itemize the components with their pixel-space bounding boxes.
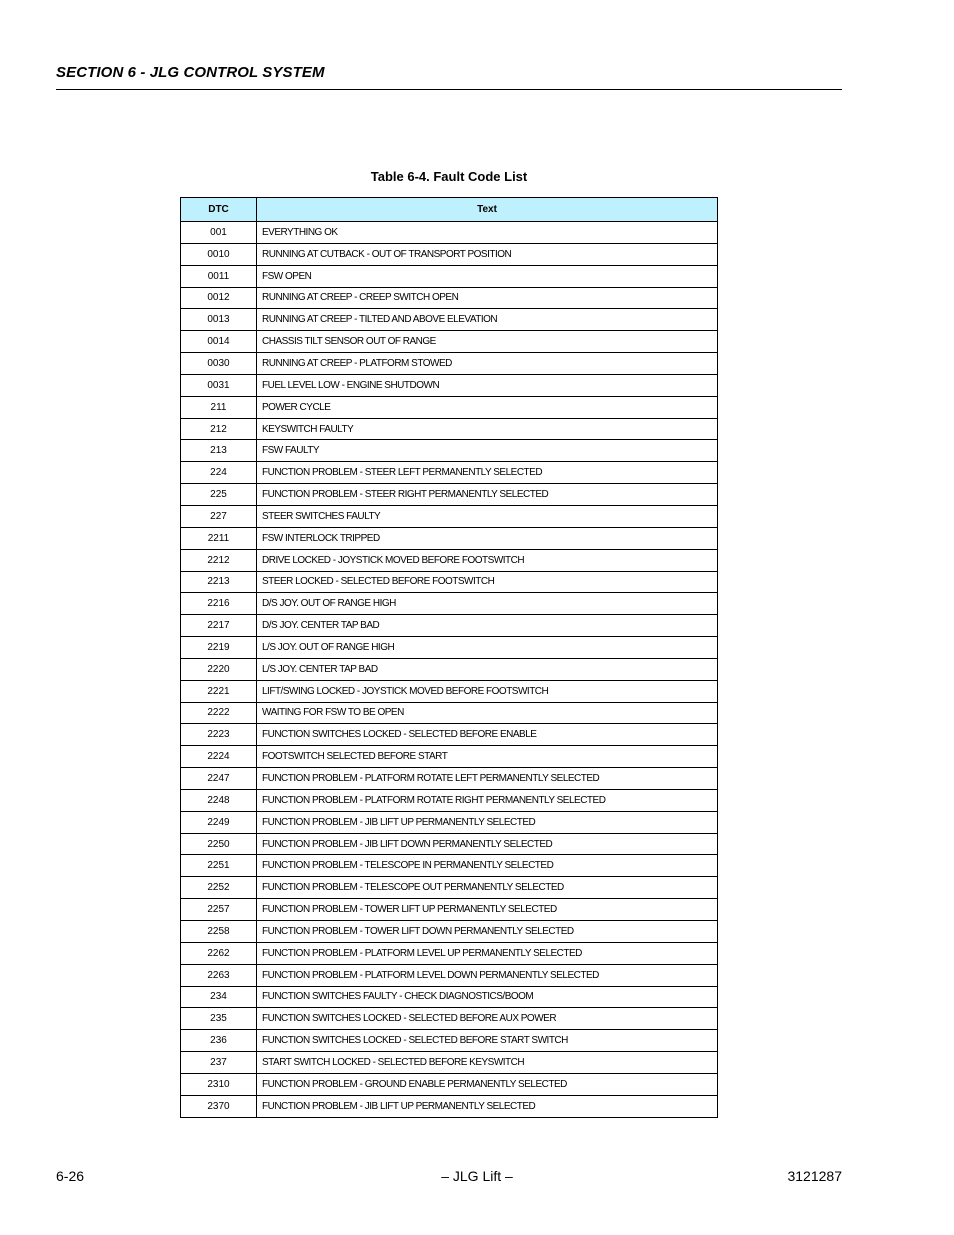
dtc-cell: 0012 [181,287,257,309]
table-row [181,789,718,811]
dtc-cell: 213 [181,440,257,462]
dtc-cell: 2223 [181,724,257,746]
table-row [181,331,718,353]
dtc-cell: 0010 [181,243,257,265]
fault-text-cell: WAITING FOR FSW TO BE OPEN [257,702,718,724]
fault-text-cell: FUNCTION SWITCHES LOCKED - SELECTED BEFORE ENABLE [257,724,718,746]
dtc-cell: 2216 [181,593,257,615]
table-row [181,986,718,1008]
fault-text-cell: FUEL LEVEL LOW - ENGINE SHUTDOWN [257,374,718,396]
fault-text-cell: FUNCTION PROBLEM - JIB LIFT DOWN PERMANENTLY SELECTED [257,833,718,855]
dtc-cell: 2250 [181,833,257,855]
dtc-cell: 236 [181,1030,257,1052]
table-row [181,877,718,899]
fault-text-cell: START SWITCH LOCKED - SELECTED BEFORE KEYSWITCH [257,1052,718,1074]
section-title: SECTION 6 - JLG CONTROL SYSTEM [56,64,325,81]
table-row [181,921,718,943]
table-row [181,593,718,615]
dtc-cell: 2258 [181,921,257,943]
fault-text-cell: FUNCTION PROBLEM - JIB LIFT UP PERMANENTLY SELECTED [257,811,718,833]
dtc-cell: 2217 [181,615,257,637]
section-header [56,64,842,90]
table-row [181,374,718,396]
fault-text-cell: L/S JOY. CENTER TAP BAD [257,658,718,680]
table-row [181,855,718,877]
fault-text-cell: L/S JOY. OUT OF RANGE HIGH [257,637,718,659]
dtc-cell: 2224 [181,746,257,768]
fault-text-cell: FUNCTION SWITCHES LOCKED - SELECTED BEFORE START SWITCH [257,1030,718,1052]
dtc-cell: 2248 [181,789,257,811]
dtc-cell: 2222 [181,702,257,724]
dtc-cell: 237 [181,1052,257,1074]
table-row [181,571,718,593]
dtc-cell: 2251 [181,855,257,877]
fault-text-cell: D/S JOY. OUT OF RANGE HIGH [257,593,718,615]
dtc-cell: 0013 [181,309,257,331]
fault-text-cell: RUNNING AT CREEP - PLATFORM STOWED [257,353,718,375]
table-row [181,768,718,790]
table-row [181,418,718,440]
table-row [181,680,718,702]
table-row [181,724,718,746]
dtc-cell: 212 [181,418,257,440]
fault-text-cell: FUNCTION PROBLEM - PLATFORM ROTATE LEFT PERMANENTLY SELECTED [257,768,718,790]
table-row [181,1095,718,1117]
table-row [181,462,718,484]
table-row [181,243,718,265]
table-row [181,549,718,571]
dtc-cell: 2310 [181,1073,257,1095]
fault-text-cell: FSW FAULTY [257,440,718,462]
dtc-cell: 001 [181,222,257,244]
fault-text-cell: RUNNING AT CUTBACK - OUT OF TRANSPORT POSITION [257,243,718,265]
fault-text-cell: FUNCTION PROBLEM - GROUND ENABLE PERMANENTLY SELECTED [257,1073,718,1095]
table-row [181,527,718,549]
table-body [181,222,718,1118]
fault-text-cell: FUNCTION PROBLEM - STEER RIGHT PERMANENTLY SELECTED [257,484,718,506]
dtc-cell: 235 [181,1008,257,1030]
table-row [181,396,718,418]
dtc-cell: 225 [181,484,257,506]
fault-text-cell: FUNCTION PROBLEM - TOWER LIFT DOWN PERMANENTLY SELECTED [257,921,718,943]
table-row [181,505,718,527]
table-row [181,811,718,833]
dtc-cell: 0030 [181,353,257,375]
footer-center-text: – JLG Lift – [441,1168,513,1184]
dtc-cell: 227 [181,505,257,527]
fault-text-cell: FUNCTION PROBLEM - STEER LEFT PERMANENTLY SELECTED [257,462,718,484]
table-row [181,833,718,855]
table-row [181,222,718,244]
table-row [181,1030,718,1052]
column-header-text: Text [257,198,718,222]
fault-text-cell: STEER LOCKED - SELECTED BEFORE FOOTSWITCH [257,571,718,593]
dtc-cell: 2257 [181,899,257,921]
fault-text-cell: FSW INTERLOCK TRIPPED [257,527,718,549]
table-row [181,353,718,375]
fault-text-cell: FSW OPEN [257,265,718,287]
dtc-cell: 234 [181,986,257,1008]
dtc-cell: 2219 [181,637,257,659]
table-row [181,265,718,287]
dtc-cell: 2262 [181,942,257,964]
dtc-cell: 2221 [181,680,257,702]
column-header-dtc: DTC [181,198,257,222]
table-row [181,942,718,964]
dtc-cell: 2247 [181,768,257,790]
table-row [181,746,718,768]
fault-code-table [180,197,718,1118]
dtc-cell: 2263 [181,964,257,986]
table-row [181,1008,718,1030]
fault-text-cell: DRIVE LOCKED - JOYSTICK MOVED BEFORE FOOTSWITCH [257,549,718,571]
fault-text-cell: KEYSWITCH FAULTY [257,418,718,440]
dtc-cell: 2211 [181,527,257,549]
table-row [181,637,718,659]
dtc-cell: 0031 [181,374,257,396]
page-number: 6-26 [56,1168,85,1184]
table-title: Table 6-4. Fault Code List [370,169,528,184]
fault-text-cell: CHASSIS TILT SENSOR OUT OF RANGE [257,331,718,353]
fault-text-cell: FUNCTION PROBLEM - PLATFORM ROTATE RIGHT PERMANENTLY SELECTED [257,789,718,811]
dtc-cell: 2370 [181,1095,257,1117]
dtc-cell: 2212 [181,549,257,571]
fault-text-cell: FOOTSWITCH SELECTED BEFORE START [257,746,718,768]
fault-text-cell: POWER CYCLE [257,396,718,418]
dtc-cell: 2220 [181,658,257,680]
table-row [181,309,718,331]
table-row [181,440,718,462]
dtc-cell: 2252 [181,877,257,899]
dtc-cell: 211 [181,396,257,418]
fault-text-cell: FUNCTION PROBLEM - TELESCOPE OUT PERMANENTLY SELECTED [257,877,718,899]
table-row [181,964,718,986]
fault-text-cell: RUNNING AT CREEP - CREEP SWITCH OPEN [257,287,718,309]
dtc-cell: 0014 [181,331,257,353]
fault-text-cell: EVERYTHING OK [257,222,718,244]
table-row [181,287,718,309]
fault-text-cell: FUNCTION PROBLEM - PLATFORM LEVEL UP PERMANENTLY SELECTED [257,942,718,964]
table-row [181,615,718,637]
document-number: 3121287 [787,1168,842,1184]
table-header-row [181,198,718,222]
table-row [181,484,718,506]
table-row [181,1073,718,1095]
table-row [181,1052,718,1074]
fault-text-cell: LIFT/SWING LOCKED - JOYSTICK MOVED BEFORE FOOTSWITCH [257,680,718,702]
fault-text-cell: D/S JOY. CENTER TAP BAD [257,615,718,637]
dtc-cell: 2213 [181,571,257,593]
fault-text-cell: FUNCTION PROBLEM - TELESCOPE IN PERMANENTLY SELECTED [257,855,718,877]
table-row [181,702,718,724]
table-row [181,899,718,921]
fault-text-cell: FUNCTION PROBLEM - PLATFORM LEVEL DOWN PERMANENTLY SELECTED [257,964,718,986]
dtc-cell: 2249 [181,811,257,833]
fault-text-cell: FUNCTION PROBLEM - JIB LIFT UP PERMANENTLY SELECTED [257,1095,718,1117]
fault-text-cell: RUNNING AT CREEP - TILTED AND ABOVE ELEVATION [257,309,718,331]
fault-text-cell: FUNCTION PROBLEM - TOWER LIFT UP PERMANENTLY SELECTED [257,899,718,921]
fault-text-cell: FUNCTION SWITCHES LOCKED - SELECTED BEFORE AUX POWER [257,1008,718,1030]
fault-text-cell: STEER SWITCHES FAULTY [257,505,718,527]
table-row [181,658,718,680]
dtc-cell: 224 [181,462,257,484]
dtc-cell: 0011 [181,265,257,287]
fault-text-cell: FUNCTION SWITCHES FAULTY - CHECK DIAGNOSTICS/BOOM [257,986,718,1008]
